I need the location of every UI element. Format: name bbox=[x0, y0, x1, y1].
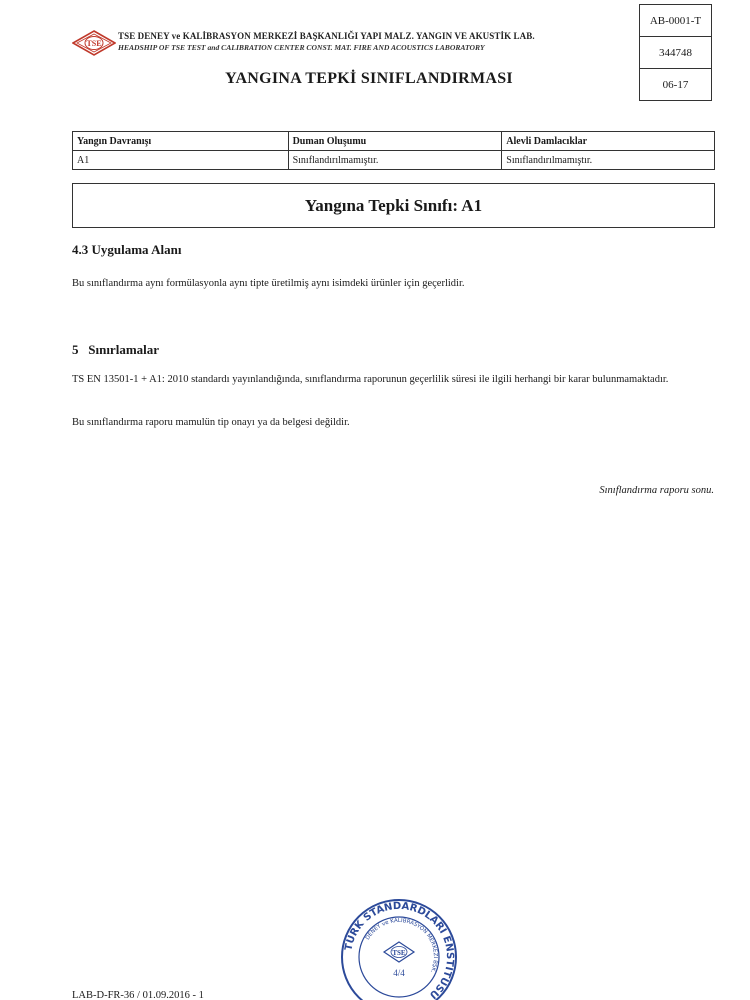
document-title: YANGINA TEPKİ SINIFLANDIRMASI bbox=[225, 70, 513, 87]
svg-text:TSE: TSE bbox=[86, 39, 102, 48]
section-4-3-title: 4.3 Uygulama Alanı bbox=[72, 242, 182, 257]
table-header-row bbox=[73, 132, 715, 151]
report-date-code: 06-17 bbox=[662, 79, 689, 91]
classification-table bbox=[72, 131, 715, 170]
institute-stamp-icon bbox=[340, 898, 458, 1000]
classification-result: Yangına Tepki Sınıfı: A1 bbox=[72, 183, 715, 228]
svg-text:TÜRK STANDARDLARI ENSTİTÜSÜ: TÜRK STANDARDLARI ENSTİTÜSÜ bbox=[343, 900, 456, 1000]
header-fire-behavior: Yangın Davranışı bbox=[73, 132, 289, 151]
form-code-footer: LAB-D-FR-36 / 01.09.2016 - 1 bbox=[72, 990, 204, 1000]
section-5-body-1: TS EN 13501-1 + A1: 2010 standardı yayınlandığında, sınıflandırma raporunun geçerlilik süresi ile ilgili herhangi bir karar bulunmamaktadır. bbox=[72, 374, 669, 385]
svg-text:4/4: 4/4 bbox=[393, 968, 405, 978]
header-flaming-droplets: Alevli Damlacıklar bbox=[502, 132, 715, 151]
tse-logo-icon bbox=[72, 30, 116, 56]
section-5-title: 5 Sınırlamalar bbox=[72, 342, 160, 357]
organization-name-tr: TSE DENEY ve KALİBRASYON MERKEZİ BAŞKANLIĞI YAPI MALZ. YANGIN VE AKUSTİK LAB. bbox=[118, 31, 535, 41]
svg-text:TSE: TSE bbox=[392, 949, 406, 957]
section-4-3-body: Bu sınıflandırma aynı formülasyonla aynı tipte üretilmiş aynı isimdeki ürünler için geçerlidir. bbox=[72, 278, 465, 289]
header-smoke-production: Duman Oluşumu bbox=[288, 132, 502, 151]
document-code: AB-0001-T bbox=[640, 5, 711, 37]
organization-name-en: HEADSHIP OF TSE TEST and CALIBRATION CENTER CONST. MAT. FIRE AND ACOUSTICS LABORATORY bbox=[118, 43, 485, 52]
report-number: 344748 bbox=[640, 37, 711, 69]
cell-fire-behavior: A1 bbox=[73, 151, 289, 170]
end-of-report-note: Sınıflandırma raporu sonu. bbox=[599, 485, 714, 496]
cell-smoke-production: Sınıflandırılmamıştır. bbox=[288, 151, 502, 170]
svg-text:DENEY ve KALİBRASYON MERKEZİ B: DENEY ve KALİBRASYON MERKEZİ BŞK. bbox=[364, 917, 439, 974]
section-5-body-2: Bu sınıflandırma raporu mamulün tip onayı ya da belgesi değildir. bbox=[72, 417, 350, 428]
table-row bbox=[73, 151, 715, 170]
cell-flaming-droplets: Sınıflandırılmamıştır. bbox=[502, 151, 715, 170]
